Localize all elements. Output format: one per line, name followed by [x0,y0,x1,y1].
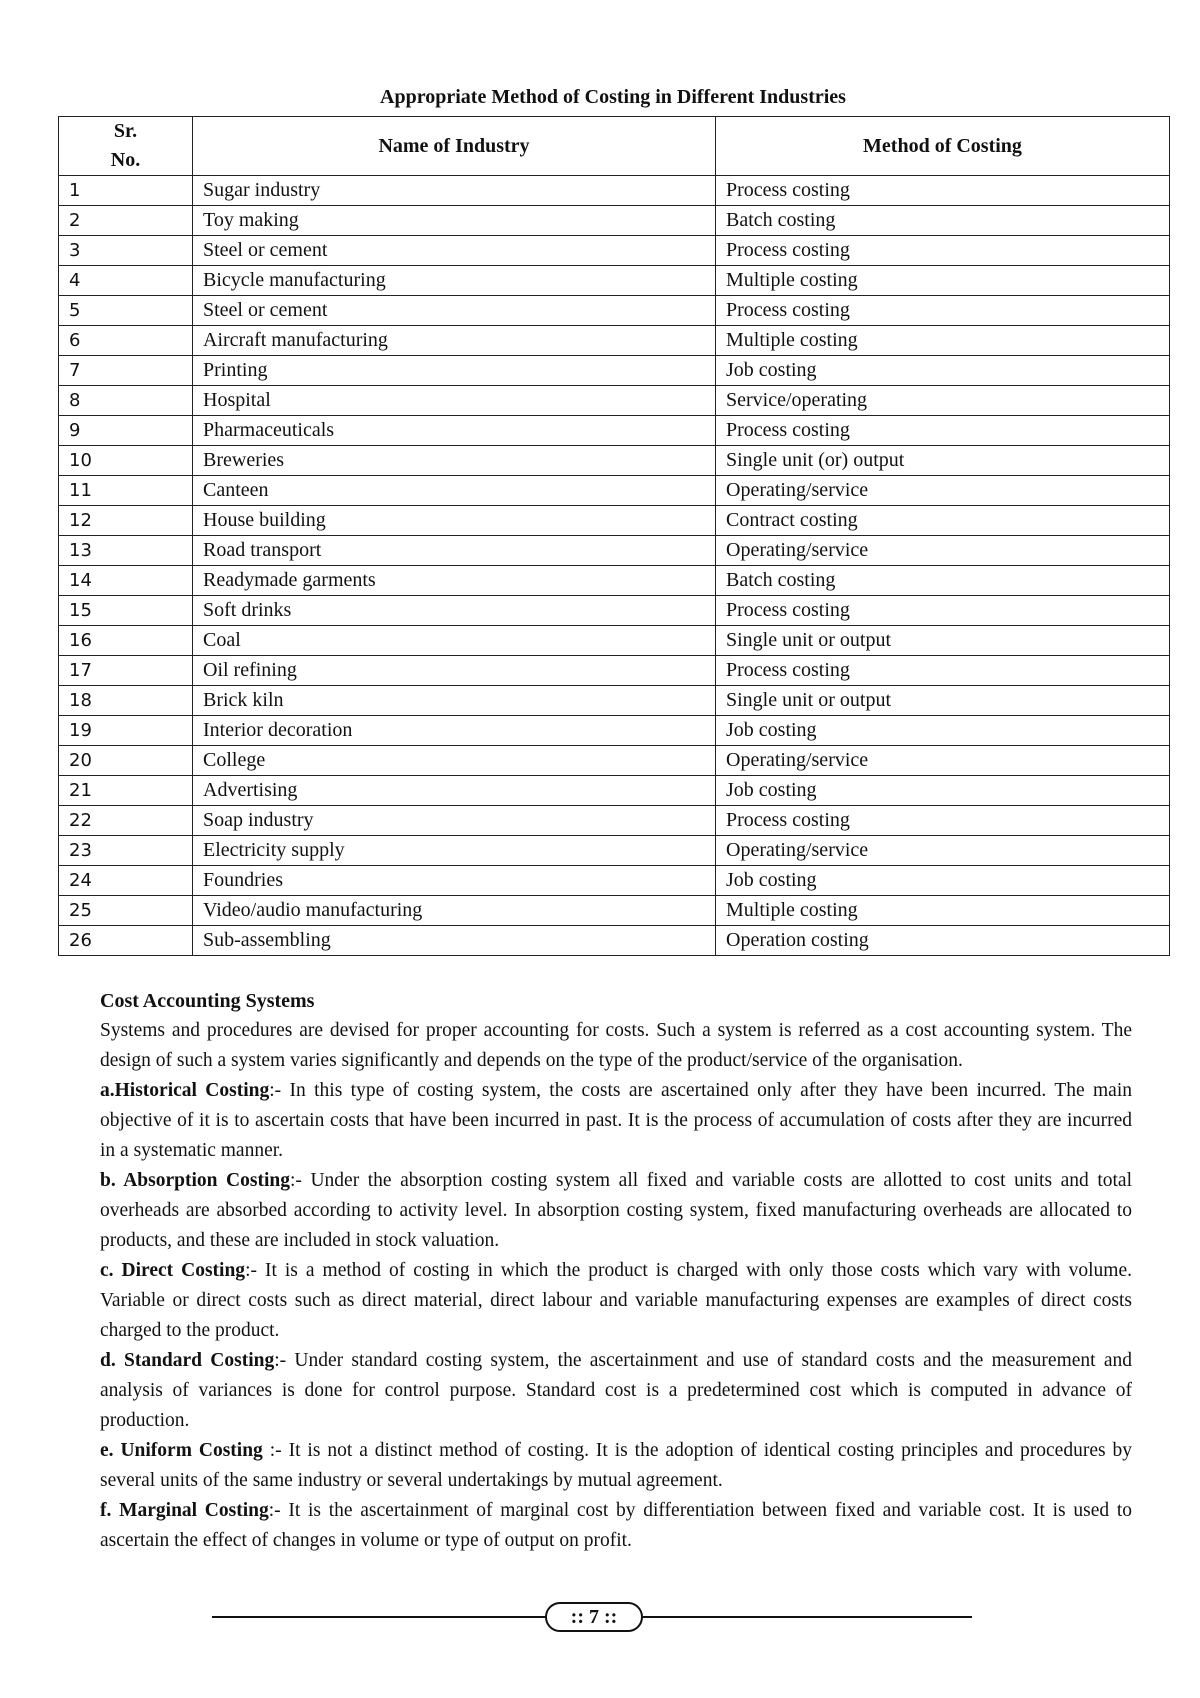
table-row [59,566,1170,596]
cell-sr-no: 15 [59,596,193,626]
cell-sr-no: 20 [59,746,193,776]
cell-sr-no: 2 [59,206,193,236]
cell-industry-name: House building [193,506,716,536]
table-row [59,386,1170,416]
cell-costing-method: Job costing [716,356,1170,386]
cell-costing-method: Contract costing [716,506,1170,536]
cell-industry-name: Road transport [193,536,716,566]
cell-costing-method: Single unit or output [716,686,1170,716]
cell-industry-name: Bicycle manufacturing [193,266,716,296]
table-title: Appropriate Method of Costing in Different Industries [380,86,846,108]
costing-system-item [100,1256,1132,1346]
cell-industry-name: Steel or cement [193,296,716,326]
cell-industry-name: Breweries [193,446,716,476]
costing-system-separator: :- [269,1440,289,1461]
costing-system-item [100,1076,1132,1166]
cell-costing-method: Process costing [716,416,1170,446]
cell-industry-name: Coal [193,626,716,656]
cell-industry-name: Advertising [193,776,716,806]
costing-system-separator: :- [269,1080,290,1101]
table-row [59,746,1170,776]
cell-sr-no: 14 [59,566,193,596]
costing-system-separator: :- [268,1500,289,1521]
cell-industry-name: College [193,746,716,776]
cell-industry-name: Printing [193,356,716,386]
cell-costing-method: Process costing [716,656,1170,686]
cell-industry-name: Soap industry [193,806,716,836]
costing-system-item [100,1436,1132,1496]
cell-sr-no: 11 [59,476,193,506]
page-footer [212,1602,972,1630]
table-row [59,596,1170,626]
table-row [59,536,1170,566]
costing-system-description: It is a method of costing in which the product is charged with only those costs which vary with volume. Variable or direct costs such as direct material, direct labour and variable manufacturing expenses are examples of direct costs charged to the product. [100,1260,1132,1341]
cell-costing-method: Operating/service [716,536,1170,566]
table-row [59,506,1170,536]
cell-costing-method: Job costing [716,776,1170,806]
cell-industry-name: Steel or cement [193,236,716,266]
costing-system-label: f. Marginal Costing [100,1500,269,1521]
costing-system-label: e. Uniform Costing [100,1440,270,1461]
table-row [59,416,1170,446]
table-row [59,836,1170,866]
cell-industry-name: Interior decoration [193,716,716,746]
cell-sr-no: 25 [59,896,193,926]
costing-system-description: Under standard costing system, the ascertainment and use of standard costs and the measurement and analysis of variances is done for control purpose. Standard cost is a predetermined cost which is computed in advance of production. [100,1350,1132,1431]
cell-sr-no: 7 [59,356,193,386]
table-row [59,296,1170,326]
cell-costing-method: Process costing [716,806,1170,836]
costing-system-description: In this type of costing system, the costs are ascertained only after they have been incurred. The main objective of it is to ascertain costs that have been incurred in past. It is the process of accumulation of costs after they are incurred in a systematic manner. [100,1080,1132,1161]
costing-system-item [100,1496,1132,1556]
cell-industry-name: Toy making [193,206,716,236]
costing-system-label: d. Standard Costing [100,1350,275,1371]
cell-costing-method: Operating/service [716,746,1170,776]
cell-sr-no: 19 [59,716,193,746]
cell-industry-name: Electricity supply [193,836,716,866]
cell-costing-method: Multiple costing [716,326,1170,356]
table-row [59,686,1170,716]
cell-sr-no: 13 [59,536,193,566]
header-sr-no [59,117,193,176]
table-row [59,176,1170,206]
cell-costing-method: Process costing [716,176,1170,206]
cell-industry-name: Hospital [193,386,716,416]
cell-costing-method: Single unit or output [716,626,1170,656]
cell-industry-name: Oil refining [193,656,716,686]
table-row [59,806,1170,836]
cell-sr-no: 4 [59,266,193,296]
costing-system-item [100,1346,1132,1436]
cell-costing-method: Service/operating [716,386,1170,416]
cell-costing-method: Operation costing [716,926,1170,956]
cost-accounting-systems-section [100,986,1132,1556]
table-row [59,626,1170,656]
section-intro: Systems and procedures are devised for proper accounting for costs. Such a system is referred as a cost accounting system. The design of such a system varies significantly and depends on the type of the product/service of the organisation. [100,1020,1132,1071]
cell-sr-no: 24 [59,866,193,896]
cell-industry-name: Sugar industry [193,176,716,206]
cell-costing-method: Process costing [716,236,1170,266]
table-row [59,926,1170,956]
header-method: Method of Costing [716,117,1170,176]
costing-system-description: It is the ascertainment of marginal cost by differentiation between fixed and variable cost. It is used to ascertain the effect of changes in volume or type of output on profit. [100,1500,1132,1551]
cell-sr-no: 8 [59,386,193,416]
cell-costing-method: Job costing [716,716,1170,746]
cell-sr-no: 1 [59,176,193,206]
cell-costing-method: Process costing [716,596,1170,626]
cell-sr-no: 17 [59,656,193,686]
cell-sr-no: 16 [59,626,193,656]
page-number: :: 7 :: [545,1602,643,1632]
cell-sr-no: 3 [59,236,193,266]
table-row [59,356,1170,386]
cell-costing-method: Batch costing [716,206,1170,236]
costing-system-label: c. Direct Costing [100,1260,246,1281]
header-sr-no-label: Sr. No. [110,120,141,171]
cell-sr-no: 21 [59,776,193,806]
section-heading: Cost Accounting Systems [100,990,315,1012]
cell-sr-no: 6 [59,326,193,356]
cell-costing-method: Batch costing [716,566,1170,596]
cell-sr-no: 12 [59,506,193,536]
table-row [59,236,1170,266]
costing-system-item [100,1166,1132,1256]
table-row [59,866,1170,896]
costing-system-label: b. Absorption Costing [100,1170,290,1191]
cell-sr-no: 26 [59,926,193,956]
table-row [59,326,1170,356]
table-row [59,896,1170,926]
table-row [59,656,1170,686]
cell-sr-no: 18 [59,686,193,716]
cell-sr-no: 22 [59,806,193,836]
cell-costing-method: Single unit (or) output [716,446,1170,476]
costing-system-description: It is not a distinct method of costing. It is the adoption of identical costing principles and procedures by several units of the same industry or several undertakings by mutual agreement. [100,1440,1132,1491]
costing-system-separator: :- [289,1170,311,1191]
cell-costing-method: Operating/service [716,836,1170,866]
costing-system-separator: :- [274,1350,295,1371]
costing-system-description: Under the absorption costing system all fixed and variable costs are allotted to cost units and total overheads are absorbed according to activity level. In absorption costing system, fixed manufacturing overheads are allocated to products, and these are included in stock valuation. [100,1170,1133,1251]
cell-costing-method: Process costing [716,296,1170,326]
cell-costing-method: Job costing [716,866,1170,896]
costing-system-list [100,1076,1132,1556]
costing-system-label: a.Historical Costing [100,1080,270,1101]
cell-industry-name: Foundries [193,866,716,896]
cell-industry-name: Aircraft manufacturing [193,326,716,356]
costing-methods-table [58,116,1170,956]
cell-sr-no: 5 [59,296,193,326]
cell-industry-name: Readymade garments [193,566,716,596]
table-row [59,206,1170,236]
table-row [59,716,1170,746]
costing-system-separator: :- [245,1260,265,1281]
table-row [59,776,1170,806]
cell-industry-name: Sub-assembling [193,926,716,956]
cell-costing-method: Operating/service [716,476,1170,506]
table-body [59,176,1170,956]
cell-sr-no: 9 [59,416,193,446]
table-row [59,476,1170,506]
table-row [59,446,1170,476]
table-row [59,266,1170,296]
cell-costing-method: Multiple costing [716,266,1170,296]
cell-industry-name: Brick kiln [193,686,716,716]
cell-industry-name: Video/audio manufacturing [193,896,716,926]
cell-sr-no: 23 [59,836,193,866]
cell-industry-name: Soft drinks [193,596,716,626]
cell-costing-method: Multiple costing [716,896,1170,926]
cell-industry-name: Canteen [193,476,716,506]
cell-sr-no: 10 [59,446,193,476]
header-industry: Name of Industry [193,117,716,176]
table-header-row [59,117,1170,176]
cell-industry-name: Pharmaceuticals [193,416,716,446]
